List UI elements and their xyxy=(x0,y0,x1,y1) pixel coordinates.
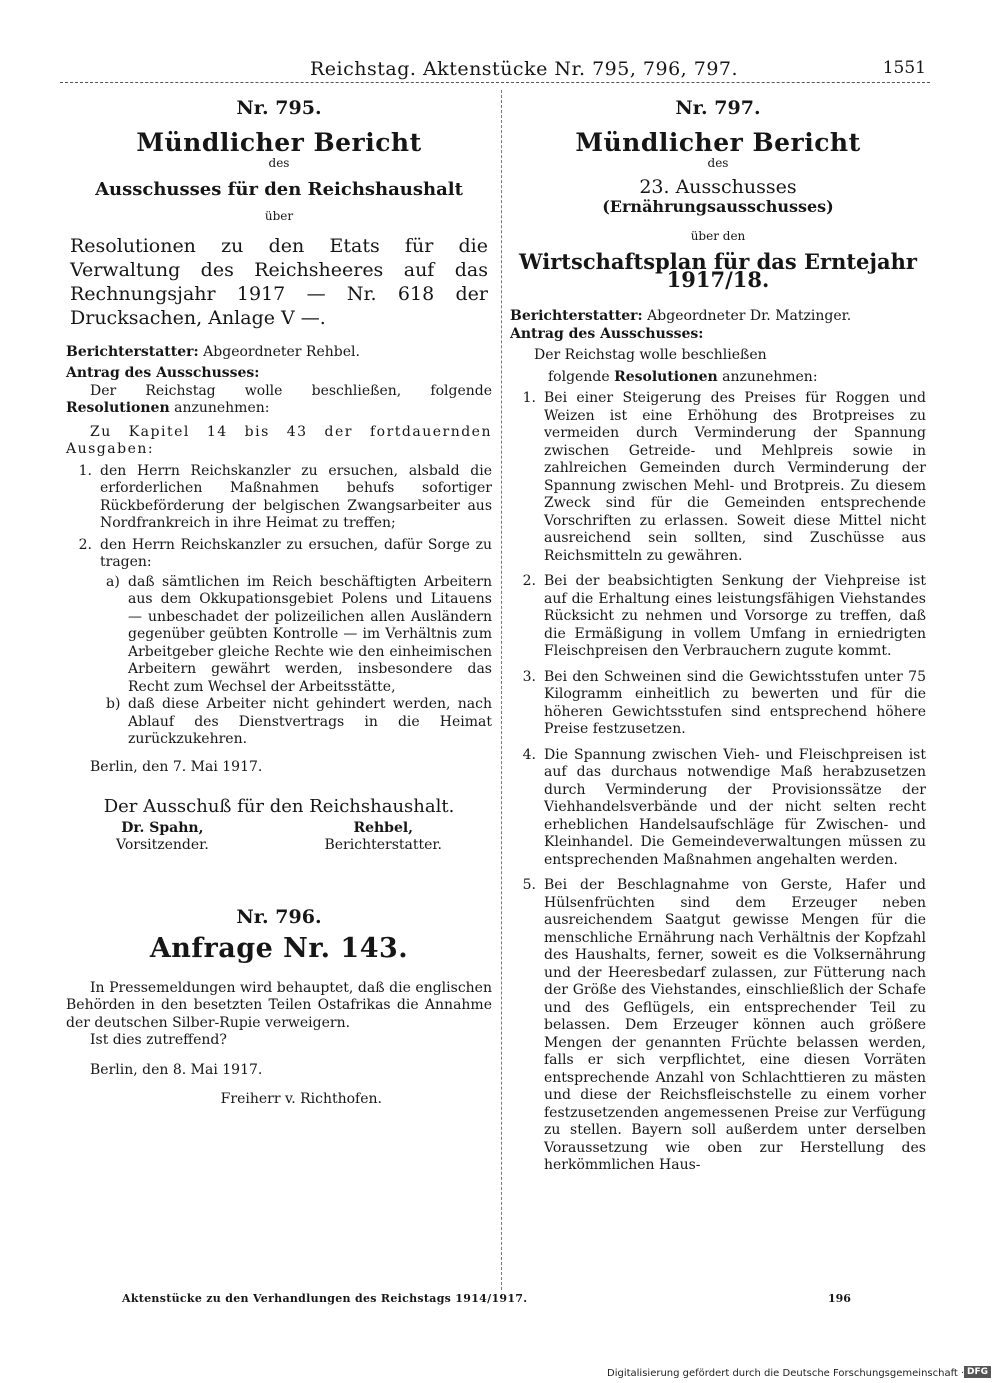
doc-number-797: Nr. 797. xyxy=(675,97,761,119)
chair-name: Dr. Spahn, xyxy=(121,819,204,836)
doc-number-796: Nr. 796. xyxy=(236,905,322,928)
footer-collection-title: Aktenstücke zu den Verhandlungen des Reichstags 1914/1917. xyxy=(122,1292,528,1305)
motion-label-795 xyxy=(66,365,492,383)
subitems xyxy=(66,574,492,749)
sub-item xyxy=(106,696,492,749)
doc-number-795: Nr. 795. xyxy=(236,97,322,119)
subitem-text: daß diese Arbeiter nicht gehindert werden, nach Ablauf des Dienstvertrags in die Heimat zurückzukehren. xyxy=(128,696,492,747)
heading-797: Mündlicher Bericht xyxy=(575,127,861,157)
items-795 xyxy=(66,463,492,749)
motion-label: Antrag des Ausschusses: xyxy=(66,365,260,381)
item-text: Bei den Schweinen sind die Gewichtsstufen unter 75 Kilogramm einheitlich zu bewerten und für die höheren Gewichtsstufen sind entsprechend höhere Preise festzusetzen. xyxy=(544,668,926,737)
reporter-name: Abgeordneter Rehbel. xyxy=(203,343,360,360)
list-item xyxy=(510,390,926,565)
item-number: 1. xyxy=(522,390,536,406)
sub-item xyxy=(106,574,492,697)
chair-role: Vorsitzender. xyxy=(116,837,209,853)
footer-sheet-number: 196 xyxy=(828,1292,851,1305)
item-number: 5. xyxy=(522,877,536,893)
heading-796: Anfrage Nr. 143. xyxy=(149,933,409,964)
motion-label-797 xyxy=(510,326,926,344)
reporter-sig-name: Rehbel, xyxy=(353,819,414,836)
left-column xyxy=(66,96,492,1109)
motion-intro-end: anzunehmen: xyxy=(174,400,270,416)
chapter-795: Zu Kapitel 14 bis 43 der fortdauernden Ausgaben: xyxy=(66,423,492,457)
list-item xyxy=(510,747,926,870)
item-text: den Herrn Reichskanzler zu ersuchen, alsbald die erforderlichen Maßnahmen behufs sofortiger Rückbeförderung der belgischen Zwangsarbeiter aus Nordfrankreich in ihre Heimat zu treffen; xyxy=(100,462,492,531)
list-item xyxy=(66,463,492,533)
des-797: des xyxy=(707,156,729,170)
committee-797: 23. Ausschusses xyxy=(639,175,797,198)
motion-intro-795 xyxy=(66,383,492,418)
reporter-name: Abgeordneter Dr. Matzinger. xyxy=(647,308,852,324)
items-797 xyxy=(510,390,926,1175)
committee-sub-797: (Ernährungsausschusses) xyxy=(602,197,834,216)
item-text: Bei der Beschlagnahme von Gerste, Hafer und Hülsenfrüchten sind dem Erzeuger neben ausreichendem Saatgut gewisse Mengen für die menschliche Ernährung nach Verhältnis der Kopfzahl des Haushalts, ferner, soweit es die Volksernährung und der Heeresbedarf zulassen, zur Fütterung nach der Größe des Viehstandes, einschließlich der Schafe und des Geflügels, ein entsprechender Teil zu belassen. Dem Erzeuger können auch größere Mengen der genannten Früchte belassen werden, falls er sich verpflichtet, eine diesen Vorräten entsprechende Anzahl von Schlachttieren zu mästen und diese der Reichsfleischstelle zu einem vorher festzusetzenden angemessenen Preise zur Verfügung zu stellen. Bayern soll außerdem unter derselben Voraussetzung wie oben zur Herstellung des herkömmlichen Haus- xyxy=(544,877,926,1173)
signatures-795 xyxy=(66,820,492,855)
item-number: 2. xyxy=(78,536,92,553)
reporter-795 xyxy=(66,344,492,362)
intro2-text: folgende xyxy=(548,368,610,385)
motion-intro-bold: Resolutionen xyxy=(66,400,170,416)
reporter-sig-role: Berichterstatter. xyxy=(324,837,442,853)
dfg-logo: DFG xyxy=(964,1366,991,1378)
signature-title-795: Der Ausschuß für den Reichshaushalt. xyxy=(103,796,455,817)
header-title: Reichstag. Aktenstücke Nr. 795, 796, 797. xyxy=(310,58,739,80)
intro2-end: anzunehmen: xyxy=(722,368,818,385)
motion-label: Antrag des Ausschusses: xyxy=(510,325,704,342)
item-text: Bei einer Steigerung des Preises für Roggen und Weizen ist eine Erhöhung des Brotpreises zu vermeiden durch Verminderung der Spannung zwischen Getreide- und Mehlpreis sowie in zahlreichen Gemeinden durch Verminderung der Spannung zwischen Mehl- und Brotpreis. Zu diesem Zweck sind für die Gemeinden entsprechende Vorschriften zu erlassen. Soweit diese Mittel nicht ausreichend sein sollten, sind Zuschüsse aus Reichsmitteln zu gewähren. xyxy=(544,390,926,564)
item-number: 2. xyxy=(522,573,536,589)
question-796: Ist dies zutreffend? xyxy=(90,1032,227,1048)
item-number: 3. xyxy=(522,668,536,685)
signature-796: Freiherr v. Richthofen. xyxy=(220,1091,382,1107)
date-796: Berlin, den 8. Mai 1917. xyxy=(90,1061,263,1078)
intro1-797: Der Reichstag wolle beschließen xyxy=(534,347,767,363)
ueber-795: über xyxy=(264,209,294,223)
heading-795: Mündlicher Bericht xyxy=(136,127,422,157)
subitem-number: a) xyxy=(106,573,120,590)
intro2-bold: Resolutionen xyxy=(614,368,718,385)
header-rule xyxy=(60,82,930,83)
right-column xyxy=(510,96,926,1175)
date-795: Berlin, den 7. Mai 1917. xyxy=(90,758,263,775)
signature-chair xyxy=(116,820,209,855)
digitization-note: Digitalisierung gefördert durch die Deutsche Forschungsgemeinschaft · xyxy=(607,1368,965,1379)
item-number: 1. xyxy=(78,462,92,479)
text-796: In Pressemeldungen wird behauptet, daß die englischen Behörden in den besetzten Teilen Ostafrikas die Annahme der deutschen Silber-Rupie verweigern. xyxy=(66,979,492,1031)
reporter-label: Berichterstatter: xyxy=(510,308,643,324)
des-795: des xyxy=(268,156,290,170)
page-number: 1551 xyxy=(882,58,926,78)
list-item xyxy=(510,877,926,1175)
item-text: Die Spannung zwischen Vieh- und Fleischpreisen ist auf das durchaus notwendige Maß herabzusetzen durch Verminderung der Provisionssätze der Viehhandelsverbände und der nicht selten recht erheblichen Handelsaufschläge für Zwischen- und Kleinhandel. Die Gemeindeverwaltungen müssen zu entsprechenden Maßnahmen angehalten werden. xyxy=(544,746,926,868)
motion-intro-text: Der Reichstag wolle beschließen, folgende xyxy=(90,382,492,399)
item-number: 4. xyxy=(522,746,536,763)
intro2-797 xyxy=(510,369,926,387)
list-item xyxy=(510,669,926,739)
reporter-797 xyxy=(510,308,926,326)
reporter-label: Berichterstatter: xyxy=(66,343,199,360)
list-item xyxy=(510,573,926,661)
committee-795: Ausschusses für den Reichshaushalt xyxy=(95,178,463,200)
subitem-text: daß sämtlichen im Reich beschäftigten Arbeitern aus dem Okkupationsgebiet Polens und Litauens — unbeschadet der polizeilichen allen Ausländern gegenüber geübten Kontrolle — im Verhältnis zum Arbeitgeber gleiche Rechte wie den einheimischen Arbeitern gewährt werden, insbesondere das Recht zum Wechsel der Arbeitsstätte, xyxy=(128,573,492,695)
ueber-797: über den xyxy=(690,228,746,243)
signature-reporter xyxy=(324,820,442,855)
column-divider xyxy=(501,90,502,1290)
subitem-number: b) xyxy=(106,696,121,712)
list-item xyxy=(66,537,492,572)
running-header xyxy=(60,58,930,84)
subject-797: Wirtschaftsplan für das Erntejahr 1917/18. xyxy=(519,249,917,292)
subject-795: Resolutionen zu den Etats für die Verwaltung des Reichsheeres auf das Rechnungsjahr 1917 — Nr. 618 der Drucksachen, Anlage V —. xyxy=(70,234,488,329)
item-text: Bei der beabsichtigten Senkung der Viehpreise ist auf die Erhaltung eines leistungsfähigen Viehstandes Rücksicht zu nehmen und Vorsorge zu treffen, daß die Ermäßigung in vollem Umfang in erniedrigten Fleischpreisen den Verbrauchern zugute kommt. xyxy=(544,573,926,659)
item-text: den Herrn Reichskanzler zu ersuchen, dafür Sorge zu tragen: xyxy=(100,536,492,570)
